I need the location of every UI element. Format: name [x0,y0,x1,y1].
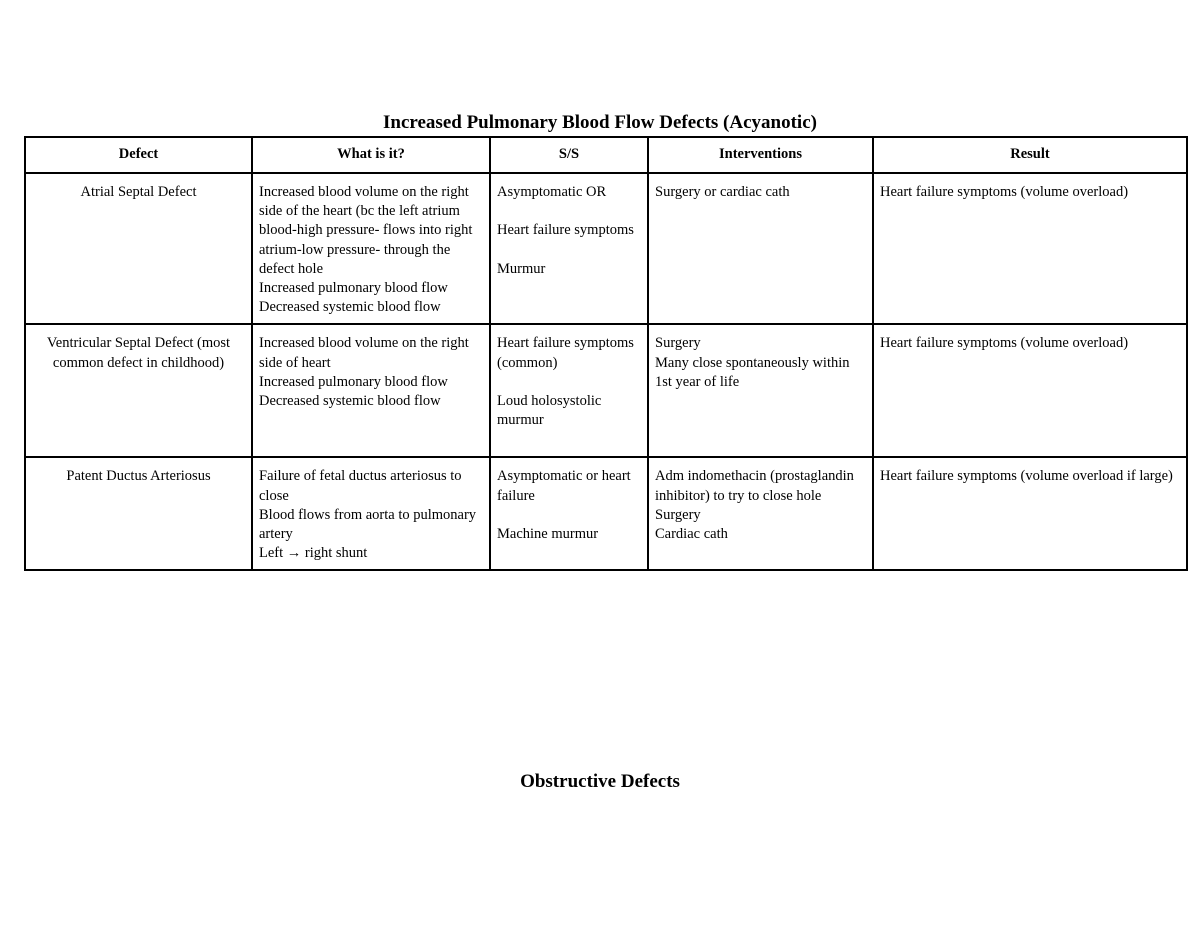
cell-interventions [648,173,873,324]
cell-text: Left → right shunt [259,545,368,562]
cell-text: Adm indomethacin (prostaglandin inhibitor) to try to close hole [655,468,854,504]
column-header-result: Result [873,137,1187,173]
cell-text: Asymptomatic OR [497,184,607,200]
cell-text: Blood flows from aorta to pulmonary artery [259,506,477,543]
cell-text: Loud holosystolic murmur [497,393,602,429]
cell-text: Increased blood volume on the right side of heart [259,335,469,371]
blank-line [497,373,641,392]
cell-text: Surgery or cardiac cath [655,184,790,200]
cell-text: Increased pulmonary blood flow [259,280,448,297]
cell-text: Murmur [497,260,546,277]
page-title: Increased Pulmonary Blood Flow Defects (Acyanotic) [383,112,817,133]
cell-text: Asymptomatic or heart failure [497,468,631,504]
cell-result [873,457,1187,570]
cell-signs-symptoms [490,457,648,570]
cell-text: Heart failure symptoms (common) [497,335,634,371]
cell-interventions [648,324,873,457]
cell-what-is-it [252,457,490,570]
cell-text: Heart failure symptoms (volume overload) [880,335,1129,352]
cell-text: Cardiac cath [655,526,728,543]
cell-text: Surgery [655,506,701,523]
blank-line [497,202,641,221]
cell-text: Heart failure symptoms (volume overload if large) [880,468,1173,485]
blank-line [497,506,641,525]
cell-interventions [648,457,873,570]
cell-text: Decreased systemic blood flow [259,299,441,316]
cell-text: Heart failure symptoms (volume overload) [880,184,1129,200]
cell-defect [25,173,252,324]
cell-text: Machine murmur [497,526,599,543]
cell-signs-symptoms [490,324,648,457]
cell-signs-symptoms [490,173,648,324]
cell-text: Increased blood volume on the right side of the heart (bc the left atrium blood-high pressure- flows into right atrium-low pressure- through the defect hole [259,184,473,277]
defects-table [24,136,1188,571]
column-header-interventions: Interventions [648,137,873,173]
section-title: Obstructive Defects [520,771,680,792]
cell-text: Atrial Septal Defect [80,184,197,200]
cell-text: Heart failure symptoms [497,222,634,239]
column-header-signs-symptoms: S/S [490,137,648,173]
table-header-row [25,137,1187,173]
cell-defect [25,457,252,570]
table-row [25,173,1187,324]
cell-text: Decreased systemic blood flow [259,393,441,410]
table-row [25,324,1187,457]
cell-result [873,173,1187,324]
table-row [25,457,1187,570]
cell-defect [25,324,252,457]
cell-text: Patent Ductus Arteriosus [66,468,211,485]
cell-text: Ventricular Septal Defect (most common defect in childhood) [46,335,231,371]
cell-what-is-it [252,324,490,457]
cell-text: Failure of fetal ductus arteriosus to close [259,468,462,504]
column-header-what-is-it: What is it? [252,137,490,173]
cell-text: Increased pulmonary blood flow [259,373,448,390]
cell-what-is-it [252,173,490,324]
blank-line [497,241,641,260]
cell-result [873,324,1187,457]
cell-text: Surgery [655,335,701,352]
cell-text: Many close spontaneously within 1st year of life [655,354,850,390]
column-header-defect: Defect [25,137,252,173]
